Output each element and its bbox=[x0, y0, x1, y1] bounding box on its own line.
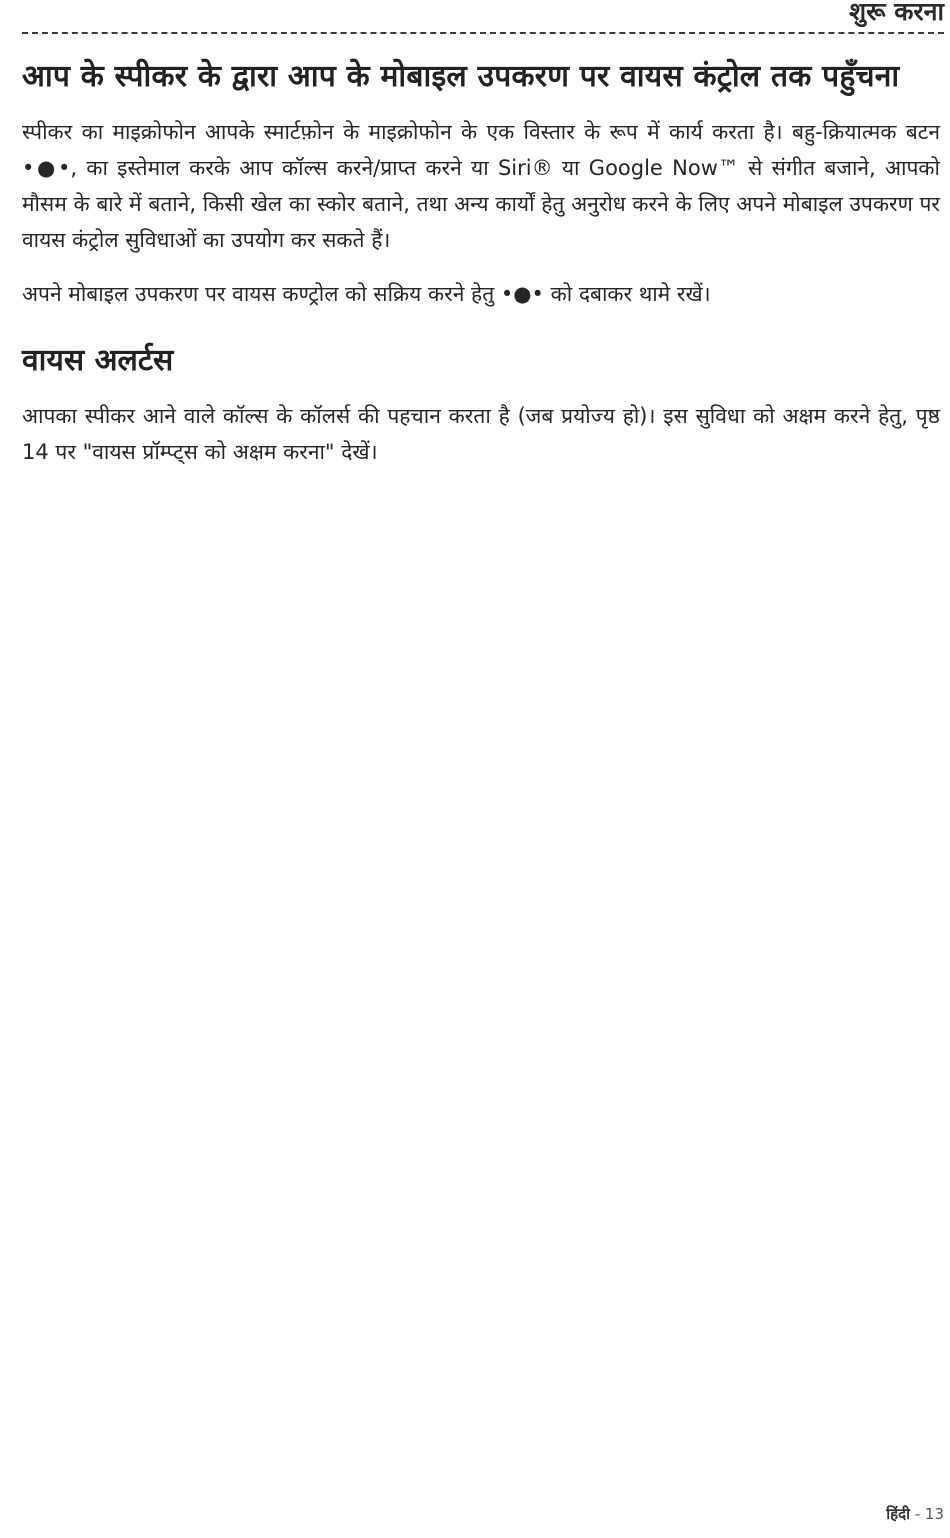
voice-alerts-heading: वायस अलर्टस bbox=[22, 343, 174, 378]
voice-alerts-paragraph: आपका स्पीकर आने वाले कॉल्स के कॉलर्स की पहचान करता है (जब प्रयोज्य हो)। इस सुविधा को अक्षम करने हेतु, पृष्ठ 14 पर "वायस प्रॉम्प्ट्स को अक्षम करना" देखें। bbox=[22, 404, 940, 464]
voice-control-paragraph: स्पीकर का माइक्रोफोन आपके स्मार्टफ़ोन के माइक्रोफोन के एक विस्तार के रूप में कार्य करता है। बहु-क्रियात्मक बटन •●•, का इस्तेमाल करके आप कॉल्स करने/प्राप्त करने या Siri® या Google Now™ से संगीत बजाने, आपको मौसम के बारे में बताने, किसी खेल का स्कोर बताने, तथा अन्य कार्यों हेतु अनुरोध करने के लिए अपने मोबाइल उपकरण पर वायस कंट्रोल सुविधाओं का उपयोग कर सकते हैं। bbox=[22, 120, 940, 252]
footer-language: हिंदी bbox=[886, 1505, 910, 1523]
page-header bbox=[22, 0, 944, 34]
footer-page-number: 13 bbox=[924, 1505, 944, 1523]
voice-control-heading: आप के स्पीकर के द्वारा आप के मोबाइल उपकरण पर वायस कंट्रोल तक पहुँचना bbox=[22, 59, 900, 94]
voice-control-activate-paragraph: अपने मोबाइल उपकरण पर वायस कण्ट्रोल को सक्रिय करने हेतु •●• को दबाकर थामे रखें। bbox=[22, 282, 711, 306]
page-footer bbox=[886, 1504, 944, 1524]
footer-separator: - bbox=[909, 1505, 925, 1523]
page-content bbox=[22, 58, 940, 488]
header-section-title: शुरू करना bbox=[849, 0, 944, 26]
